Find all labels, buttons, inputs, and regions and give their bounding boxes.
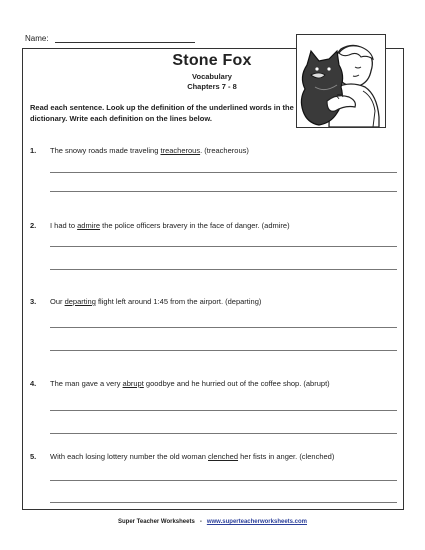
- question-number: 4.: [30, 379, 37, 388]
- underlined-word: departing: [64, 297, 96, 306]
- answer-line[interactable]: [50, 269, 397, 270]
- question-text-end: flight left around 1:45 from the airport. (departing): [95, 297, 262, 306]
- question-text: The snowy roads made traveling: [50, 146, 161, 155]
- footer-brand: Super Teacher Worksheets: [118, 519, 195, 525]
- answer-line[interactable]: [50, 350, 397, 351]
- question-text: I had to: [50, 221, 78, 230]
- footer-url-link[interactable]: www.superteacherworksheets.com: [206, 519, 307, 525]
- name-label: Name:: [25, 34, 49, 43]
- question-1: [30, 146, 249, 155]
- footer-separator: -: [199, 519, 202, 525]
- question-number: 3.: [30, 297, 37, 306]
- underlined-word: admire: [77, 221, 101, 230]
- answer-line[interactable]: [50, 327, 397, 328]
- answer-line[interactable]: [50, 246, 397, 247]
- question-text: Our: [50, 297, 65, 306]
- answer-line[interactable]: [50, 191, 397, 192]
- question-3: [30, 297, 261, 306]
- question-number: 1.: [30, 146, 37, 155]
- question-number: 2.: [30, 221, 37, 230]
- answer-line[interactable]: [50, 480, 397, 481]
- question-2: [30, 221, 290, 230]
- worksheet-title: Stone Fox: [172, 52, 252, 69]
- answer-line[interactable]: [50, 433, 397, 434]
- question-text-end: the police officers bravery in the face of danger. (admire): [100, 221, 290, 230]
- name-blank-line[interactable]: [55, 34, 195, 43]
- worksheet-chapters: Chapters 7 - 8: [187, 82, 237, 91]
- question-4: [30, 379, 330, 388]
- underlined-word: abrupt: [122, 379, 144, 388]
- question-text: With each losing lottery number the old woman: [50, 452, 208, 461]
- question-text-end: goodbye and he hurried out of the coffee shop. (abrupt): [143, 379, 330, 388]
- underlined-word: treacherous: [160, 146, 201, 155]
- answer-line[interactable]: [50, 410, 397, 411]
- worksheet-subtitle: Vocabulary: [192, 72, 232, 81]
- question-number: 5.: [30, 452, 37, 461]
- underlined-word: clenched: [208, 452, 239, 461]
- name-field-row: [25, 34, 195, 43]
- question-5: [30, 452, 334, 461]
- page-footer: [0, 519, 425, 525]
- question-text-end: her fists in anger. (clenched): [238, 452, 335, 461]
- answer-line[interactable]: [50, 502, 397, 503]
- question-text-end: . (treacherous): [200, 146, 249, 155]
- instructions-text: Read each sentence. Look up the definition of the underlined words in the dictionary. Write each definition on the lines below.: [30, 103, 294, 123]
- question-text: The man gave a very: [50, 379, 123, 388]
- answer-line[interactable]: [50, 172, 397, 173]
